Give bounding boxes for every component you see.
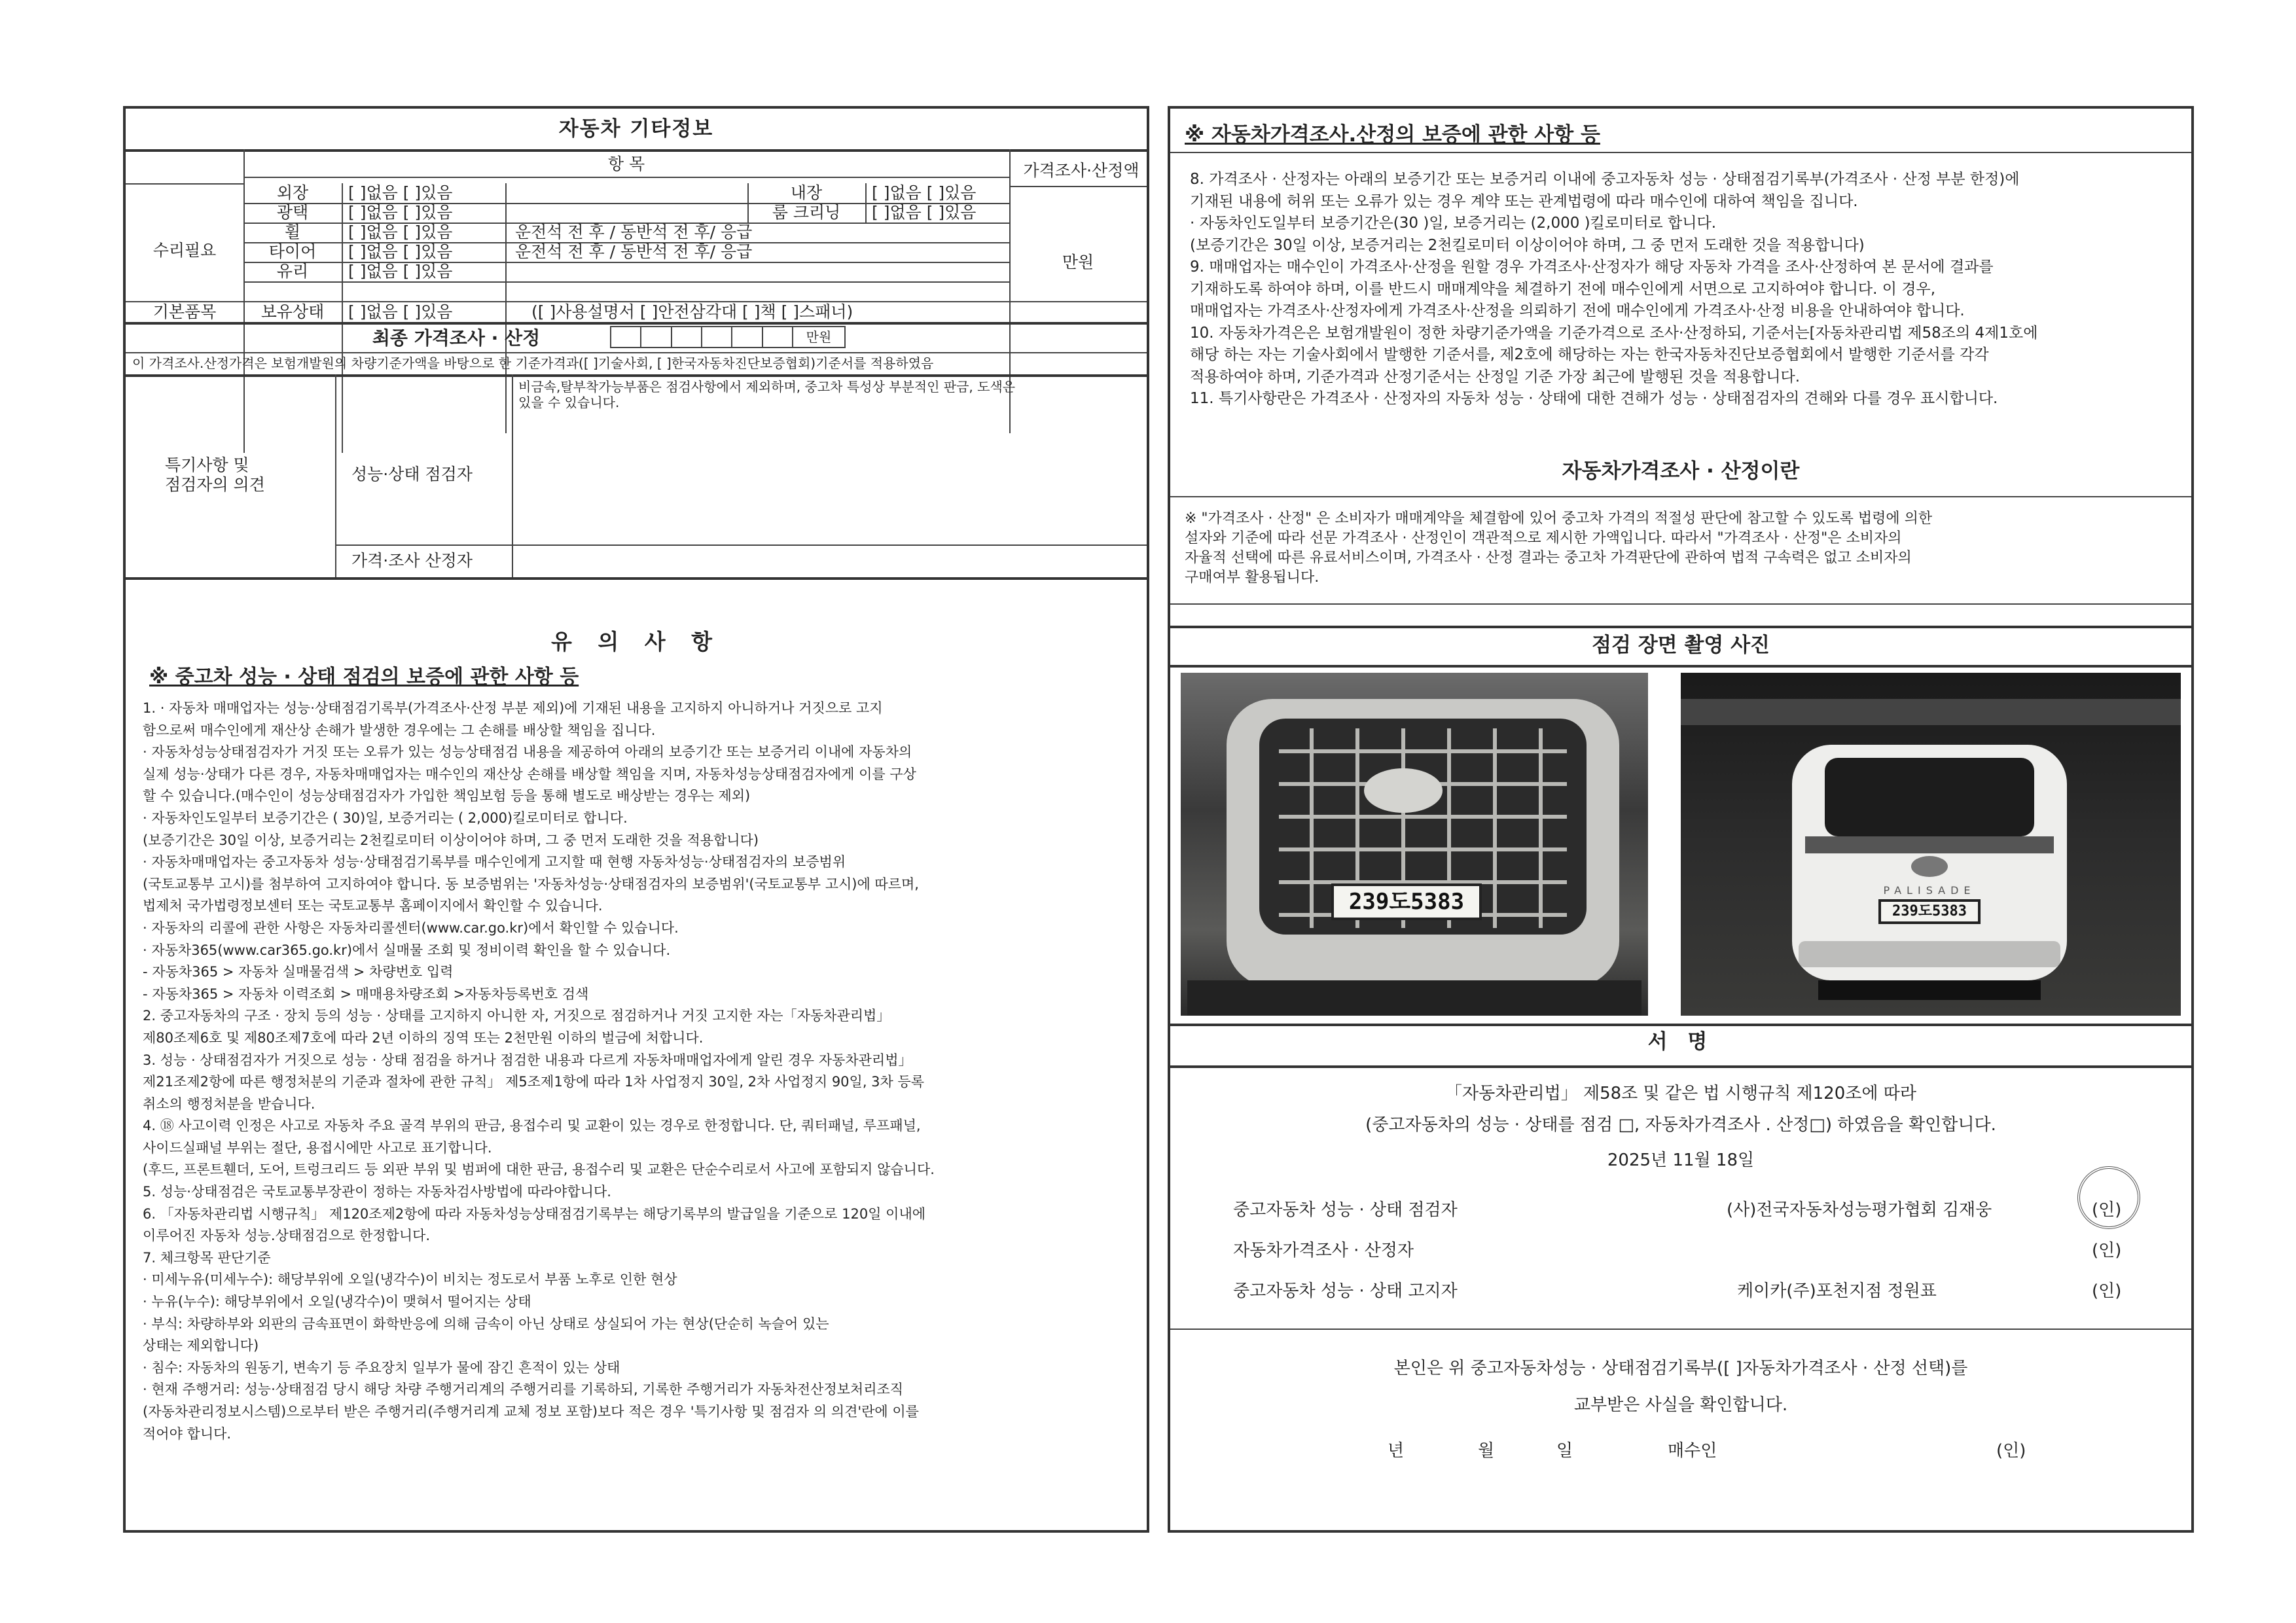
photo-section-title: 점검 장면 촬영 사진 — [1592, 633, 1770, 657]
notice-line: 실제 성능·상태가 다른 경우, 자동차매매업자는 매수인의 재산상 손해를 배상할 책임을 지며, 자동차성능상태점검자에게 이를 구상 — [143, 766, 916, 782]
inspector-note-1: 비금속,탈부착가능부품은 점검사항에서 제외하며, 중고차 특성상 부분적인 판금, 도색은 — [518, 379, 1016, 395]
warranty-line: 9. 매매업자는 매수인이 가격조사·산정을 원할 경우 가격조사·산정자가 해당 자동차 가격을 조사·산정하여 본 문서에 결과를 — [1190, 259, 1994, 276]
rear-plate: 239도5383 — [1878, 899, 1981, 924]
final-price-boxes[interactable] — [610, 326, 793, 348]
notice-line: 3. 성능 · 상태점검자가 거짓으로 성능 · 상태 점검을 하거나 점검한 내용과 다르게 자동차매매업자에게 알린 경우 자동차관리법」 — [143, 1052, 912, 1068]
notice-line: 할 수 있습니다.(매수인이 성능상태점검자가 가입한 책임보험 등을 통해 별도로 배상받는 경우는 제외) — [143, 788, 751, 804]
notice-line: · 침수: 자동차의 원동기, 변속기 등 주요장치 일부가 물에 잠긴 흔적이 있는 상태 — [143, 1359, 620, 1376]
notice-title: 유 의 사 항 — [551, 629, 721, 654]
notice-line: 제21조제2항에 따른 행정처분의 기준과 절차에 관한 규칙」 제5조제1항에 따라 1차 사업정지 30일, 2차 사업정지 90일, 3차 등록 — [143, 1074, 925, 1090]
notice-line: 이루어진 자동차 성능.상태점검으로 한정합니다. — [143, 1228, 431, 1244]
receipt-day[interactable]: 일 — [1556, 1441, 1573, 1461]
item-header: 항 목 — [607, 154, 645, 173]
final-price-note: 이 가격조사.산정가격은 보험개발원의 차량기준가액을 바탕으로 한 기준가격과([ ]기술사회, [ ]한국자동차진단보증협회)기준서를 적용하였음 — [132, 355, 934, 371]
warranty-line: 매매업자는 가격조사·산정자에게 가격조사·산정을 의뢰하기 전에 매수인에게 가격조사·산정 비용을 안내하여야 합니다. — [1190, 302, 1965, 319]
signer-name: 케이카(주)포천지점 정원표 — [1737, 1281, 1937, 1301]
front-plate: 239도5383 — [1331, 883, 1482, 920]
notice-line: 6. 「자동차관리법 시행규칙」 제120조제2항에 따라 자동차성능상태점검기록부는 해당기록부의 발급일을 기준으로 120일 이내에 — [143, 1205, 926, 1222]
notice-line: · 자동차성능상태점검자가 거짓 또는 오류가 있는 성능상태점검 내용을 제공하여 아래의 보증기간 또는 보증거리 이내에 자동차의 — [143, 744, 912, 760]
notice-line: 법제처 국가법령정보센터 또는 국토교통부 홈페이지에서 확인할 수 있습니다. — [143, 898, 603, 914]
notice-line: · 미세누유(미세누수): 해당부위에 오일(냉각수)이 비치는 정도로서 부품 노후로 인한 현상 — [143, 1272, 677, 1288]
tire-options[interactable]: [ ]없음 [ ]있음 — [348, 242, 453, 261]
warranty-line: 적용하여야 하며, 기준가격과 산정기준서는 산정일 기준 가장 최근에 발행된 것을 적용합니다. — [1190, 368, 1801, 385]
inspector-seal — [2077, 1166, 2140, 1229]
notice-line: · 누유(누수): 해당부위에서 오일(냉각수)이 맺혀서 떨어지는 상태 — [143, 1294, 531, 1310]
price-header: 가격조사·산정액 — [1023, 161, 1139, 180]
definition-line: 설자와 기준에 따라 선문 가격조사 · 산정인이 객관적으로 제시한 가액입니다. 따라서 "가격조사 · 산정"은 소비자의 — [1185, 530, 1902, 546]
rear-badge: PALISADE — [1883, 884, 1976, 897]
price-unit: 만원 — [1062, 253, 1094, 272]
notice-line: - 자동차365 > 자동차 이력조회 > 매매용차량조회 >자동차등록번호 검색 — [143, 986, 589, 1002]
notice-line: · 자동차의 리콜에 관한 사항은 자동차리콜센터(www.car.go.kr)에서 확인할 수 있습니다. — [143, 919, 679, 936]
notice-line: (후드, 프론트휀더, 도어, 트렁크리드 등 외판 부위 및 범퍼에 대한 판금, 용접수리 및 교환은 단순수리로서 사고에 포함되지 않습니다. — [143, 1162, 935, 1178]
left-sheet — [123, 106, 1149, 1533]
price-warranty-title: ※ 자동차가격조사.산정의 보증에 관한 사항 등 — [1185, 123, 1600, 147]
vehicle-info-title: 자동차 기타정보 — [558, 117, 714, 141]
warranty-line: (보증기간은 30일 이상, 보증거리는 2천킬로미터 이상이어야 하며, 그 중 먼저 도래한 것을 적용합니다) — [1190, 236, 1865, 254]
final-price-title: 최종 가격조사 · 산정 — [372, 327, 541, 349]
room-cleaning-label: 룸 크리닝 — [772, 203, 841, 222]
notice-line: 7. 체크항목 판단기준 — [143, 1249, 271, 1266]
opinion-label-2: 점검자의 의견 — [165, 475, 265, 494]
inspector-note-2: 있을 수 있습니다. — [518, 395, 620, 410]
notice-line: 상태는 제외합니다) — [143, 1338, 259, 1354]
receipt-statement-1: 본인은 위 중고자동차성능 · 상태점검기록부([ ]자동차가격조사 · 산정 선택)를 — [1393, 1359, 1968, 1378]
sign-date: 2025년 11월 18일 — [1607, 1150, 1755, 1170]
opinion-label-1: 특기사항 및 — [165, 455, 249, 474]
exterior-label: 외장 — [276, 183, 309, 202]
sign-statement-2: (중고자동차의 성능 · 상태를 점검 □, 자동차가격조사 . 산정□) 하였음을 확인합니다. — [1365, 1115, 1996, 1135]
tire-position[interactable]: 운전석 전 후 / 동반석 전 후/ 응급 — [515, 242, 753, 261]
right-sheet — [1168, 106, 2194, 1533]
polish-label: 광택 — [276, 203, 309, 222]
inspector-label: 성능·상태 점검자 — [351, 465, 473, 484]
notice-line: 2. 중고자동차의 구조 · 장치 등의 성능 · 상태를 고지하지 아니한 자, 거짓으로 점검하거나 거짓 고지한 자는「자동차관리법」 — [143, 1008, 891, 1024]
notice-line: 제80조제6호 및 제80조제7호에 따라 2년 이하의 징역 또는 2천만원 이하의 벌금에 처합니다. — [143, 1029, 704, 1046]
signer-role: 중고자동차 성능 · 상태 점검자 — [1233, 1200, 1458, 1220]
notice-line: · 현재 주행거리: 성능·상태점검 당시 해당 차량 주행거리계의 주행거리를 기록하되, 기록한 주행거리가 자동차전산정보처리조직 — [143, 1382, 904, 1398]
final-price-unit: 만원 — [793, 326, 846, 348]
front-car-drawing — [1181, 673, 1648, 1016]
warranty-line: 10. 자동차가격은은 보험개발원이 정한 차량기준가액을 기준가격으로 조사·산정하되, 기준서는[자동차관리법 제58조의 4제1호에 — [1190, 324, 2038, 342]
receipt-month[interactable]: 월 — [1478, 1441, 1495, 1461]
front-inspection-photo — [1181, 673, 1648, 1016]
signer-role: 중고자동차 성능 · 상태 고지자 — [1233, 1281, 1458, 1301]
definition-line: 구매여부 활용됩니다. — [1185, 569, 1319, 586]
accessories-options[interactable]: ([ ]사용설명서 [ ]안전삼각대 [ ]책 [ ]스패너) — [531, 302, 853, 321]
notice-line: · 부식: 차량하부와 외판의 금속표면이 화학반응에 의해 금속이 아닌 상태로 상실되어 가는 현상(단순히 녹슬어 있는 — [143, 1315, 829, 1332]
definition-line: ※ "가격조사 · 산정" 은 소비자가 매매계약을 체결함에 있어 중고차 가격의 적절성 판단에 참고할 수 있도록 법령에 의한 — [1185, 510, 1933, 527]
glass-label: 유리 — [276, 262, 309, 281]
exterior-options[interactable]: [ ]없음 [ ]있음 — [348, 183, 453, 202]
repair-needed-label: 수리필요 — [152, 241, 217, 260]
notice-line: (자동차관리정보시스템)으로부터 받은 주행거리(주행거리계 교체 정보 포함)보다 적은 경우 '특기사항 및 점검자 의 의견'란에 이를 — [143, 1404, 919, 1419]
ownership-label: 보유상태 — [260, 302, 325, 321]
notice-line: 5. 성능·상태점검은 국토교통부장관이 정하는 자동차검사방법에 따라야합니다. — [143, 1184, 611, 1200]
notice-line: 적어야 합니다. — [143, 1425, 232, 1442]
receipt-year[interactable]: 년 — [1388, 1441, 1405, 1461]
notice-line: · 자동차매매업자는 중고자동차 성능·상태점검기록부를 매수인에게 고지할 때 현행 자동차성능·상태점검자의 보증범위 — [143, 854, 846, 870]
signer-mark[interactable]: (인) — [2092, 1281, 2122, 1301]
signer-name: (사)전국자동차성능평가협회 김재웅 — [1727, 1200, 1992, 1220]
warranty-line: 8. 가격조사 · 산정자는 아래의 보증기간 또는 보증거리 이내에 중고자동차 성능 · 상태점검기록부(가격조사 · 산정 부분 한정)에 — [1190, 171, 2020, 188]
room-cleaning-options[interactable]: [ ]없음 [ ]있음 — [872, 203, 977, 222]
notice-subtitle: ※ 중고차 성능 · 상태 점검의 보증에 관한 사항 등 — [149, 666, 579, 688]
wheel-options[interactable]: [ ]없음 [ ]있음 — [348, 223, 453, 241]
notice-line: 사이드실패널 부위는 절단, 용접시에만 사고로 표기합니다. — [143, 1139, 492, 1156]
notice-line: · 자동차인도일부터 보증기간은 ( 30)일, 보증거리는 ( 2,000)킬로미터로 합니다. — [143, 810, 628, 826]
wheel-position[interactable]: 운전석 전 후 / 동반석 전 후/ 응급 — [515, 223, 753, 241]
notice-line: 함으로써 매수인에게 재산상 손해가 발생한 경우에는 그 손해를 배상할 책임을 집니다. — [143, 722, 656, 738]
signature-section-title: 서 명 — [1647, 1030, 1714, 1054]
signer-mark[interactable]: (인) — [2092, 1241, 2122, 1260]
appraiser-label: 가격·조사 산정자 — [351, 551, 473, 570]
warranty-line: 11. 특기사항란은 가격조사 · 산정자의 자동차 성능 · 상태에 대한 견해가 성능 · 상태점검자의 견해와 다를 경우 표시합니다. — [1190, 390, 1998, 407]
signer-mark[interactable]: (인) — [2092, 1200, 2122, 1220]
tire-label: 타이어 — [268, 242, 317, 261]
warranty-line: · 자동차인도일부터 보증기간은(30 )일, 보증거리는 (2,000 )킬로미터로 합니다. — [1190, 215, 1716, 232]
warranty-line: 기재하도록 하여야 하며, 이를 반드시 매매계약을 체결하기 전에 매수인에게 서면으로 고지하여야 합니다. 이 경우, — [1190, 280, 1936, 298]
receipt-buyer-label: 매수인 — [1668, 1441, 1717, 1461]
price-warranty-list — [1190, 169, 2037, 410]
notice-line: 1. · 자동차 매매업자는 성능·상태점검기록부(가격조사·산정 부분 제외)에 기재된 내용을 고지하지 아니하거나 거짓으로 고지 — [143, 700, 883, 716]
definition-line: 자율적 선택에 따른 유료서비스이며, 가격조사 · 산정 결과는 중고차 가격판단에 관하여 법적 구속력은 없고 소비자의 — [1185, 550, 1912, 566]
rear-inspection-photo — [1681, 673, 2181, 1016]
basic-items-label: 기본품목 — [152, 302, 217, 321]
sign-statement-1: 「자동차관리법」 제58조 및 같은 법 시행규칙 제120조에 따라 — [1445, 1084, 1916, 1103]
wheel-label: 휠 — [284, 223, 301, 241]
rear-car-drawing — [1681, 673, 2181, 1016]
definition-text — [1185, 509, 1932, 588]
notice-line: 취소의 행정처분을 받습니다. — [143, 1096, 315, 1112]
notice-line: (국토교통부 고시)를 첨부하여 고지하여야 합니다. 동 보증범위는 '자동차성능·상태점검자의 보증범위'(국토교통부 고시)에 따르며, — [143, 876, 919, 892]
notice-line: (보증기간은 30일 이상, 보증거리는 2천킬로미터 이상이어야 하며, 그 중 먼저 도래한 것을 적용합니다) — [143, 832, 759, 848]
notice-list — [143, 698, 935, 1445]
receipt-buyer-mark[interactable]: (인) — [1996, 1441, 2026, 1461]
receipt-statement-2: 교부받은 사실을 확인합니다. — [1573, 1395, 1788, 1415]
definition-title: 자동차가격조사 · 산정이란 — [1562, 459, 1800, 483]
interior-label: 내장 — [790, 183, 823, 202]
polish-options[interactable]: [ ]없음 [ ]있음 — [348, 203, 453, 222]
warranty-line: 기재된 내용에 허위 또는 오류가 있는 경우 계약 또는 관계법령에 따라 매수인에 대하여 책임을 집니다. — [1190, 192, 1858, 210]
notice-line: · 자동차365(www.car365.go.kr)에서 실매물 조회 및 정비이력 확인을 할 수 있습니다. — [143, 942, 671, 958]
warranty-line: 해당 하는 자는 기술사회에서 발행한 기준서를, 제2호에 해당하는 자는 한국자동차진단보증협회에서 발행한 기준서를 각각 — [1190, 346, 1989, 363]
ownership-options[interactable]: [ ]없음 [ ]있음 — [348, 302, 453, 321]
glass-options[interactable]: [ ]없음 [ ]있음 — [348, 262, 453, 281]
interior-options[interactable]: [ ]없음 [ ]있음 — [872, 183, 977, 202]
notice-line: 4. ⑱ 사고이력 인정은 사고로 자동차 주요 골격 부위의 판금, 용접수리 및 교환이 있는 경우로 한정합니다. 단, 쿼터패널, 루프패널, — [143, 1118, 921, 1134]
signer-role: 자동차가격조사 · 산정자 — [1233, 1241, 1414, 1260]
notice-line: - 자동차365 > 자동차 실매물검색 > 차량번호 입력 — [143, 964, 454, 980]
